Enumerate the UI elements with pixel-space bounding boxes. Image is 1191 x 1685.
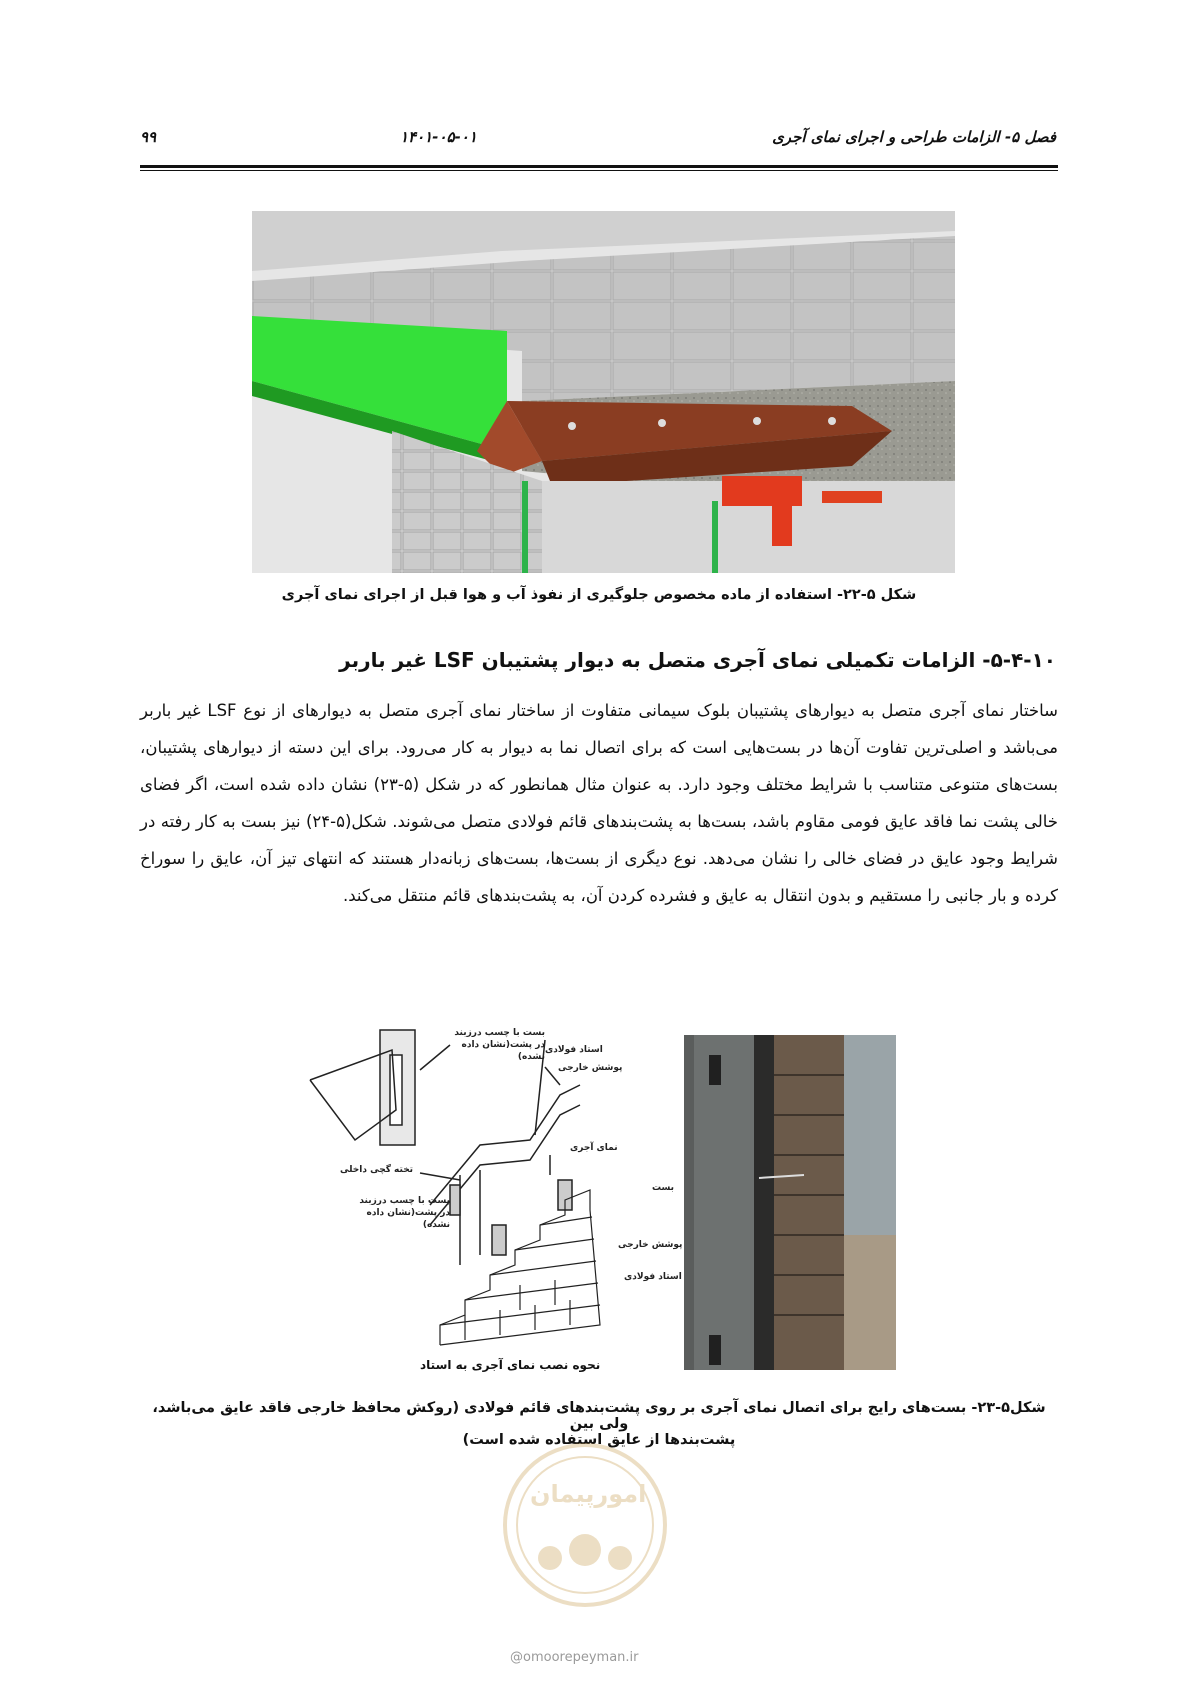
figure-23-photo	[684, 1035, 896, 1370]
figure-22-image	[252, 211, 955, 573]
label-exterior-sheathing: پوشش خارجی	[558, 1063, 623, 1073]
seal-icon	[500, 1440, 670, 1610]
tie-on-stud-photo	[684, 1035, 896, 1370]
figure-23-drawing	[300, 1025, 665, 1355]
header-rule	[140, 165, 1058, 168]
watermark-logo	[500, 1440, 670, 1610]
section-heading: ۵-۴-۱۰- الزامات تکمیلی نمای آجری متصل به دیوار پشتیبان LSF غیر باربر	[339, 648, 1056, 672]
figure-23-drawing-title: نحوه نصب نمای آجری به استاد	[420, 1358, 601, 1372]
label-steel-stud: استاد فولادی	[545, 1045, 603, 1055]
watermark-logo-text: امورپیمان	[530, 1480, 647, 1508]
date-code: ۱۴۰۱-۰۵-۰۱	[400, 128, 477, 146]
label-tie-adhesive-top: بست با چسب درزبند در پشت(نشان داده نشده)	[454, 1028, 545, 1062]
figure-23-caption-line2: پشت‌بندها از عایق استفاده شده است)	[462, 1432, 736, 1448]
header-rule-thin	[140, 170, 1058, 171]
brick-veneer-stud-diagram	[300, 1025, 665, 1355]
figure-23-caption-line1: شکل۵-۲۳- بست‌های رایج برای اتصال نمای آجری بر روی پشت‌بندهای قائم فولادی (روکش محافظ خارجی فاقد عایق می‌باشد، ولی بین	[152, 1400, 1046, 1432]
chapter-title: فصل ۵- الزامات طراحی و اجرای نمای آجری	[772, 128, 1056, 146]
page-number: ۹۹	[140, 128, 157, 146]
figure-22-caption: شکل ۵-۲۲- استفاده از ماده مخصوص جلوگیری از نفوذ آب و هوا قبل از اجرای نمای آجری	[281, 587, 917, 603]
label-interior-gypsum: تخته گچی داخلی	[340, 1165, 414, 1175]
label-tie-adhesive-bottom: بست با چسب درزبند در پشت(نشان داده نشده)	[359, 1196, 450, 1230]
body-paragraph: ساختار نمای آجری متصل به دیوارهای پشتیبان بلوک سیمانی متفاوت از ساختار نمای آجری متصل به دیوارهای از نوع LSF غیر باربر می‌باشد و اصلی‌ترین تفاوت آن‌ها در بست‌هایی است که برای اتصال نما به دیوار به کار می‌رود. برای این دسته از دیوارهای پشتیبان، بست‌های متنوعی متناسب با شرایط مختلف وجود دارد. به عنوان مثال همانطور که در شکل (۵-۲۳) نشان داده شده است، اگر فضای خالی پشت نما فاقد عایق فومی مقاوم باشد، بست‌ها به پشت‌بندهای قائم فولادی متصل می‌شوند. شکل(۵-۲۴) نیز بست به کار رفته در شرایط وجود عایق در فضای خالی را نشان می‌دهد. نوع دیگری از بست‌ها، بست‌های زبانه‌دار هستند که انتهای تیز آن، عایق را سوراخ کرده و بار جانبی را مستقیم و بدون انتقال به عایق و فشرده کردن آن، به پشت‌بندهای قائم منتقل می‌کند.	[140, 701, 1058, 905]
wall-render-illustration	[252, 211, 955, 573]
label-brick-veneer: نمای آجری	[570, 1143, 618, 1153]
photo-label-sheathing: پوشش خارجی	[618, 1240, 683, 1250]
watermark-url: @omoorepeyman.ir	[510, 1650, 639, 1665]
photo-label-stud: استاد فولادی	[624, 1272, 682, 1282]
photo-label-tie: بست	[652, 1183, 675, 1193]
